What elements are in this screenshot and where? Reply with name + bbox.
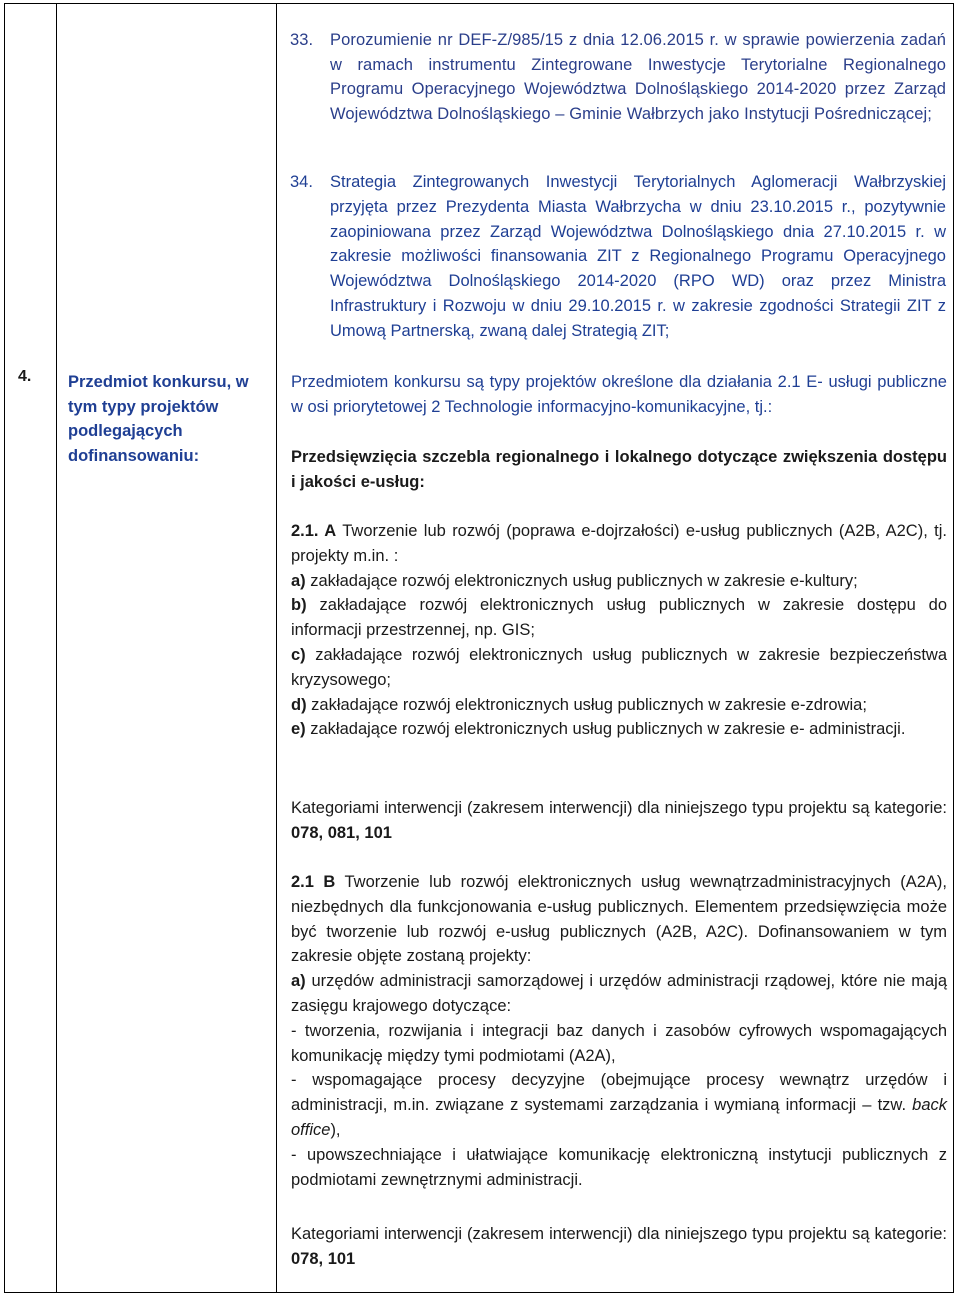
type-a-text: Tworzenie lub rozwój (poprawa e-dojrzałości) e-usług publicznych (A2B, A2C), tj. projekty m.in. : [291, 522, 947, 565]
type-a-item-d-text: zakładające rozwój elektronicznych usług publicznych w zakresie e-zdrowia; [306, 695, 867, 714]
type-a-item-a-label: a) [291, 571, 306, 590]
type-a-item-b-label: b) [291, 596, 307, 615]
row-number: 4. [18, 368, 32, 385]
type-b-dash-2-end: ), [330, 1120, 341, 1139]
type-b-categories [291, 1222, 947, 1272]
type-a-item-a-text: zakładające rozwój elektronicznych usług publicznych w zakresie e-kultury; [305, 571, 858, 590]
type-b-dash-3: - upowszechniające i ułatwiające komunikację elektroniczną instytucji publicznych z podmiotami zewnętrznymi administracji. [291, 1145, 947, 1189]
subject-intro-text: Przedmiotem konkursu są typy projektów określone dla działania 2.1 E- usługi publiczne w osi priorytetowej 2 Technologie informacyjno-komunikacyjne, tj.: [291, 373, 947, 416]
type-a-categories-text: Kategoriami interwencji (zakresem interwencji) dla niniejszego typu projektu są kategorie: [291, 799, 947, 817]
list-item-text: Porozumienie nr DEF-Z/985/15 z dnia 12.06.2015 r. w sprawie powierzenia zadań w ramach instrumentu Zintegrowane Inwestycje Terytorialne Regionalnego Programu Operacyjnego Województwa Dolnośląskiego 2014-2020 przez Zarząd Województwa Dolnośląskiego – Gminie Wałbrzych jako Instytucji Pośredniczącej; [330, 31, 946, 123]
type-a-item-e-label: e) [291, 720, 306, 739]
type-b-text: Tworzenie lub rozwój elektronicznych usług wewnątrzadministracyjnych (A2A), niezbędnych dla funkcjonowania e-usług publicznych. Elementem przedsięwzięcia może być tworzenie lub rozwój e-usług publicznych (A2B, A2C). Dofinansowaniem w tym zakresie objęte zostaną projekty: [291, 873, 947, 966]
list-item-34 [290, 170, 946, 344]
type-a-section [291, 519, 947, 742]
type-b-dash-2 [291, 1068, 947, 1142]
column-divider-2 [276, 3, 277, 1293]
type-a-categories [291, 796, 947, 846]
list-item-text-d: w zakresie zgodności Strategii ZIT z Umową Partnerską, zwaną dalej Strategią ZIT; [330, 296, 946, 340]
type-b-label: 2.1 B [291, 873, 336, 891]
list-item-number: 33. [290, 31, 314, 49]
list-item-text-a: Strategia Zintegrowanych Inwestycji Terytorialnych Aglomeracji Wałbrzyskiej przyjęta przez Prezydenta Miasta Wałbrzycha w dniu 23.10.2015 r. [330, 173, 946, 216]
type-b-categories-values: 078, 101 [291, 1249, 356, 1268]
subject-heading [291, 445, 947, 495]
subject-intro [291, 370, 947, 420]
column-divider-1 [56, 3, 57, 1293]
type-a-item-b-text: zakładające rozwój elektronicznych usług publicznych w zakresie dostępu do informacji przestrzennej, np. GIS; [291, 596, 947, 640]
type-a-item-c-text: zakładające rozwój elektronicznych usług publicznych w zakresie bezpieczeństwa kryzysowego; [291, 645, 947, 689]
type-b-dash-2-italic: back office [291, 1096, 947, 1139]
type-b-item-a-label: a) [291, 972, 306, 991]
type-a-categories-values: 078, 081, 101 [291, 823, 392, 842]
type-a-label: 2.1. A [291, 522, 337, 540]
type-a-item-e-text: zakładające rozwój elektronicznych usług publicznych w zakresie e- administracji. [305, 720, 906, 739]
list-item-text-b: , pozytywnie zaopiniowana przez Zarząd Województwa Dolnośląskiego dnia 27.10.2015 r. [330, 197, 946, 241]
type-a-item-c-label: c) [291, 645, 306, 664]
type-b-section [291, 870, 947, 1192]
subject-heading-text: Przedsięwzięcia szczebla regionalnego i lokalnego dotyczące zwiększenia dostępu i jakości e-usług: [291, 448, 947, 491]
row-label: Przedmiot konkursu, w tym typy projektów podlegających dofinansowaniu: [68, 373, 249, 465]
list-item-33 [290, 28, 946, 126]
list-item-text-c: w zakresie możliwości finansowania ZIT z Regionalnego Programu Operacyjnego Województwa Dolnośląskiego 2014-2020 (RPO WD) oraz przez Ministra Infrastruktury i Rozwoju w dniu 29.10.2015 r. [330, 222, 946, 315]
list-item-number: 34. [290, 173, 313, 191]
type-b-item-a-text: urzędów administracji samorządowej i urzędów administracji rządowej, które nie mają zasięgu krajowego dotyczące: [291, 972, 947, 1015]
type-a-item-d-label: d) [291, 695, 307, 714]
type-b-categories-text: Kategoriami interwencji (zakresem interwencji) dla niniejszego typu projektu są kategorie: [291, 1225, 947, 1243]
type-b-dash-2-text: - wspomagające procesy decyzyjne (obejmujące procesy wewnątrz urzędów i administracji, m.in. związane z systemami zarządzania i wymianą informacji – tzw. [291, 1071, 947, 1115]
type-b-dash-1: - tworzenia, rozwijania i integracji baz danych i zasobów cyfrowych wspomagających komunikację między tymi podmiotami (A2A), [291, 1021, 947, 1065]
